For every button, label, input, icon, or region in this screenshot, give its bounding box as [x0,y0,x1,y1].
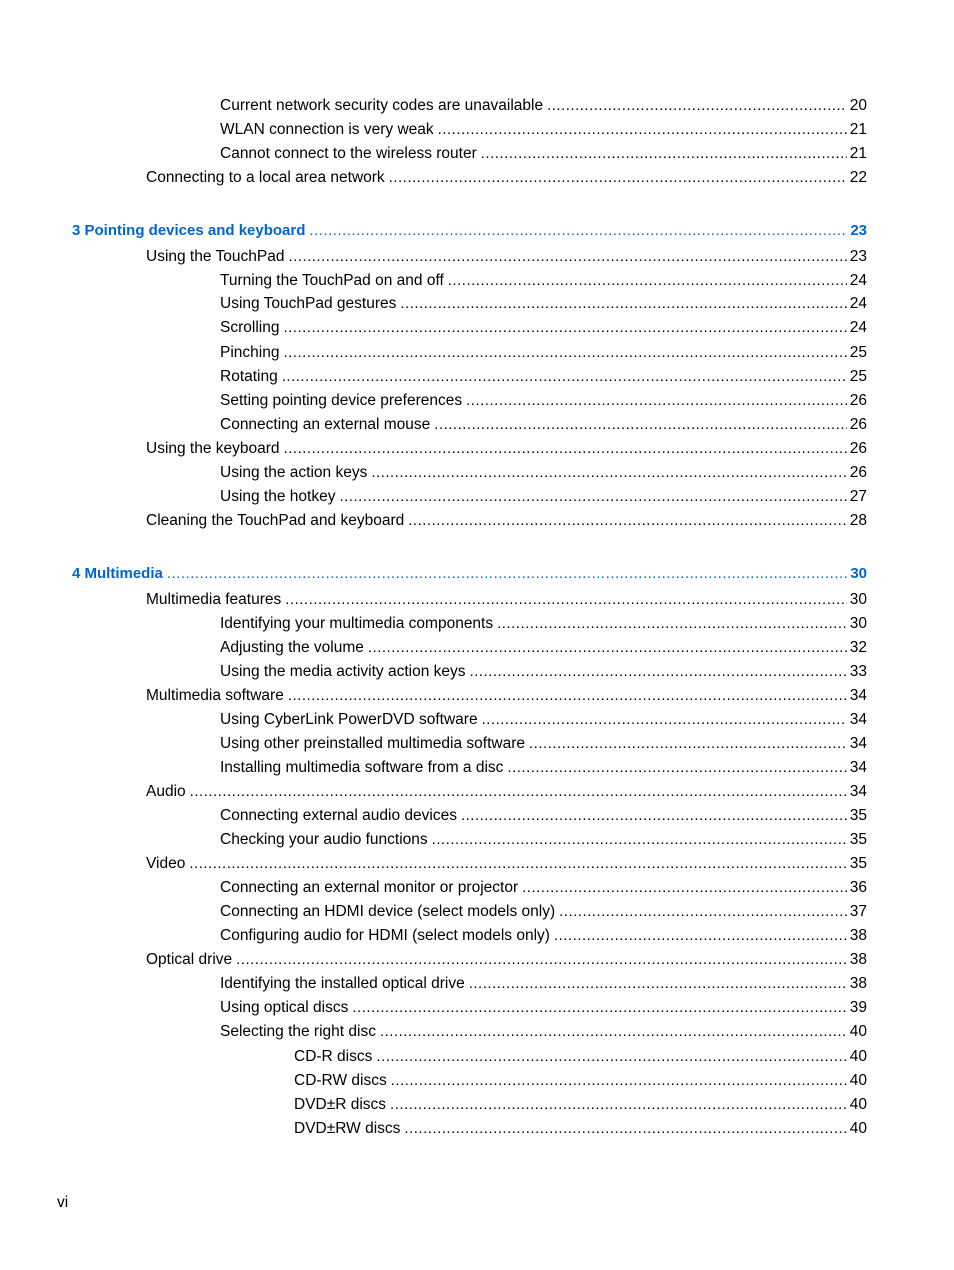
toc-entry-title: WLAN connection is very weak [220,121,434,138]
toc-entry-title: Cleaning the TouchPad and keyboard [146,512,405,529]
dot-leader [390,1095,847,1115]
toc-entry-title: Rotating [220,368,278,385]
toc-entry-title: Using the keyboard [146,440,280,457]
toc-entry[interactable] [220,710,867,730]
dot-leader [380,1022,847,1042]
dot-leader [236,950,847,970]
dot-leader [167,564,847,584]
toc-entry-title: Optical drive [146,951,233,968]
dot-leader [481,144,847,164]
toc-entry[interactable] [220,926,867,946]
dot-leader [469,974,847,994]
toc-entry-title: CD-R discs [294,1048,373,1065]
toc-entry-page: 22 [849,169,867,186]
toc-entry-page: 35 [849,855,867,872]
toc-entry-title: Scrolling [220,319,280,336]
dot-leader [554,926,847,946]
toc-chapter-link[interactable] [72,564,867,584]
toc-entry[interactable] [220,318,867,338]
toc-entry-page: 25 [849,344,867,361]
dot-leader [438,120,847,140]
toc-entry-title: Using other preinstalled multimedia software [220,735,525,752]
dot-leader [371,463,846,483]
dot-leader [497,614,847,634]
dot-leader [507,758,846,778]
dot-leader [461,806,847,826]
toc-entry-title: DVD±R discs [294,1096,387,1113]
toc-entry-title: Current network security codes are unavailable [220,97,544,114]
toc-entry[interactable] [294,1119,867,1139]
toc-entry-page: 24 [849,272,867,289]
toc-entry[interactable] [220,758,867,778]
toc-entry-page: 36 [849,879,867,896]
toc-entry-title: Using the media activity action keys [220,663,466,680]
toc-entry-page: 30 [849,591,867,608]
toc-entry-page: 38 [849,975,867,992]
toc-chapter-page: 30 [850,565,867,582]
toc-entry[interactable] [220,271,867,291]
toc-entry[interactable] [146,168,867,188]
dot-leader [391,1071,847,1091]
toc-entry[interactable] [220,343,867,363]
toc-entry-page: 21 [849,145,867,162]
dot-leader [339,487,846,507]
dot-leader [189,854,846,874]
toc-entry-title: Cannot connect to the wireless router [220,145,477,162]
toc-entry-page: 26 [849,416,867,433]
toc-entry[interactable] [294,1047,867,1067]
dot-leader [283,343,846,363]
toc-entry[interactable] [146,590,867,610]
dot-leader [352,998,846,1018]
dot-leader [285,590,846,610]
page-number: vi [57,1194,69,1211]
toc-entry-title: Adjusting the volume [220,639,364,656]
toc-entry-title: Connecting an external mouse [220,416,431,433]
toc-entry-page: 39 [849,999,867,1016]
toc-entry-title: Selecting the right disc [220,1023,376,1040]
toc-entry[interactable] [220,294,867,314]
toc-entry-page: 34 [849,687,867,704]
toc-entry-title: Connecting an external monitor or projector [220,879,519,896]
toc-entry[interactable] [146,686,867,706]
toc-entry-title: Video [146,855,186,872]
toc-entry-title: Setting pointing device preferences [220,392,463,409]
toc-entry[interactable] [220,830,867,850]
toc-entry-page: 32 [849,639,867,656]
toc-entry[interactable] [146,247,867,267]
dot-leader [434,415,847,435]
dot-leader [559,902,847,922]
toc-entry-page: 34 [849,759,867,776]
toc-chapter-link[interactable] [72,221,867,241]
toc-entry-page: 40 [849,1096,867,1113]
dot-leader [432,830,847,850]
toc-entry[interactable] [220,662,867,682]
toc-entry-title: DVD±RW discs [294,1120,401,1137]
toc-entry[interactable] [220,463,867,483]
dot-leader [400,294,846,314]
toc-entry[interactable] [146,782,867,802]
toc-entry-page: 40 [849,1120,867,1137]
toc-entry[interactable] [220,974,867,994]
dot-leader [482,710,847,730]
toc-entry-page: 34 [849,735,867,752]
toc-entry-title: Multimedia software [146,687,284,704]
toc-entry[interactable] [220,614,867,634]
toc-entry-page: 26 [849,392,867,409]
toc-entry[interactable] [294,1095,867,1115]
toc-entry[interactable] [220,96,867,116]
toc-entry-title: Connecting to a local area network [146,169,385,186]
toc-entry-page: 20 [849,97,867,114]
toc-entry-page: 38 [849,927,867,944]
toc-entry[interactable] [220,367,867,387]
dot-leader [282,367,847,387]
toc-entry-title: Installing multimedia software from a disc [220,759,504,776]
toc-entry-title: Using optical discs [220,999,349,1016]
toc-entry-page: 35 [849,807,867,824]
toc-entry[interactable] [146,511,867,531]
toc-entry[interactable] [146,854,867,874]
dot-leader [389,168,847,188]
toc-entry-title: Checking your audio functions [220,831,428,848]
toc-entry-title: Using the action keys [220,464,368,481]
toc-entry-page: 30 [849,615,867,632]
toc-entry-title: Using the TouchPad [146,248,285,265]
dot-leader [470,662,847,682]
toc-entry[interactable] [220,1022,867,1042]
toc-entry-page: 25 [849,368,867,385]
toc-entry-page: 33 [849,663,867,680]
toc-entry[interactable] [220,487,867,507]
dot-leader [404,1119,846,1139]
toc-entry-title: CD-RW discs [294,1072,387,1089]
toc-entry-page: 40 [849,1072,867,1089]
toc-entry-page: 27 [849,488,867,505]
toc-entry-page: 24 [849,295,867,312]
dot-leader [309,221,847,241]
toc-entry[interactable] [220,806,867,826]
toc-entry-page: 40 [849,1048,867,1065]
toc-entry-page: 28 [849,512,867,529]
toc-entry-page: 21 [849,121,867,138]
toc-entry-page: 40 [849,1023,867,1040]
dot-leader [408,511,847,531]
toc-entry-title: Identifying the installed optical drive [220,975,465,992]
toc-entry-page: 34 [849,783,867,800]
toc-chapter-page: 23 [850,222,867,239]
dot-leader [288,247,846,267]
toc-entry[interactable] [220,878,867,898]
toc-entry-page: 26 [849,440,867,457]
toc-chapter-title: 4 Multimedia [72,565,163,582]
toc-entry-title: Using TouchPad gestures [220,295,397,312]
toc-entry[interactable] [146,439,867,459]
toc-entry-page: 38 [849,951,867,968]
toc-entry-title: Identifying your multimedia components [220,615,494,632]
dot-leader [284,439,847,459]
toc-entry-title: Audio [146,783,186,800]
toc-entry-page: 37 [849,903,867,920]
toc-entry-title: Connecting external audio devices [220,807,457,824]
dot-leader [368,638,847,658]
dot-leader [288,686,847,706]
dot-leader [522,878,847,898]
dot-leader [529,734,847,754]
toc-entry[interactable] [220,415,867,435]
dot-leader [376,1047,846,1067]
toc-entry[interactable] [220,998,867,1018]
toc-entry-title: Multimedia features [146,591,282,608]
toc-entry-page: 24 [849,319,867,336]
dot-leader [547,96,847,116]
toc-entry-page: 23 [849,248,867,265]
dot-leader [466,391,847,411]
dot-leader [283,318,846,338]
toc-entry[interactable] [220,734,867,754]
toc-entry-title: Using the hotkey [220,488,336,505]
toc-entry-page: 26 [849,464,867,481]
toc-entry-page: 35 [849,831,867,848]
toc-entry-title: Pinching [220,344,280,361]
toc-entry-title: Connecting an HDMI device (select models only) [220,903,556,920]
toc-entry[interactable] [220,144,867,164]
toc-entry-title: Turning the TouchPad on and off [220,272,444,289]
toc-entry[interactable] [220,902,867,922]
toc-entry-title: Using CyberLink PowerDVD software [220,711,478,728]
toc-entry[interactable] [220,638,867,658]
toc-entry[interactable] [220,120,867,140]
toc-chapter-title: 3 Pointing devices and keyboard [72,222,306,239]
dot-leader [448,271,847,291]
toc-entry[interactable] [294,1071,867,1091]
dot-leader [190,782,847,802]
toc-entry-title: Configuring audio for HDMI (select models only) [220,927,550,944]
toc-entry[interactable] [220,391,867,411]
toc-entry[interactable] [146,950,867,970]
toc-entry-page: 34 [849,711,867,728]
